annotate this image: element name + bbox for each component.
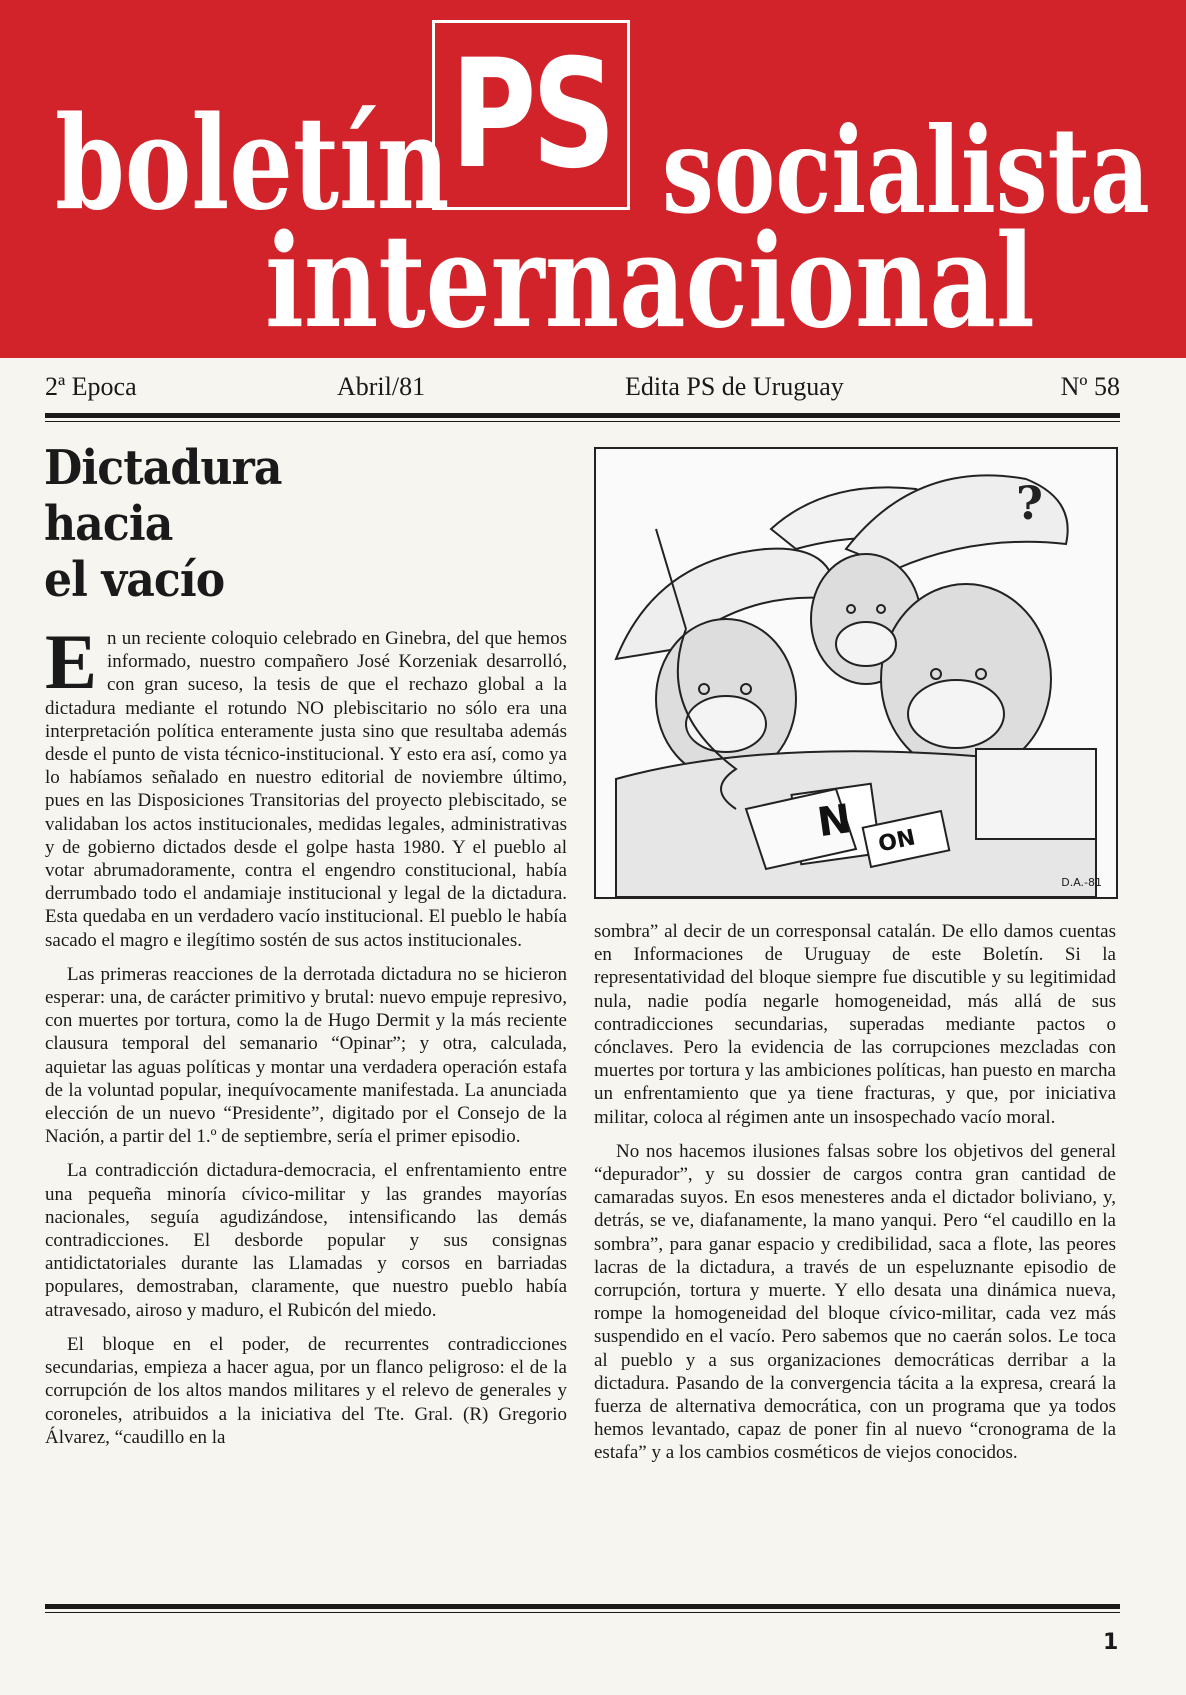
drop-cap: E (45, 618, 98, 705)
issue-editor: Edita PS de Uruguay (625, 372, 844, 401)
article-paragraph: La contradicción dictadura-democracia, el enfrentamiento entre una pequeña minoría cívico-militar y las grandes mayorías nacionales, seguía agudizándose, intensificando las demás contradicciones. El desborde popular y sus consignas antidictatoriales durante las Llamadas y corsos en barriadas populares, demostraban, claramente, que nuestro pueblo había atravesado, airoso y maduro, el Rubicón del miedo. (45, 1160, 567, 1321)
ps-logo-text: PS (450, 28, 612, 202)
divider-top-thin (45, 421, 1120, 422)
page-number: 1 (1103, 1630, 1119, 1655)
issue-date: Abril/81 (337, 372, 426, 401)
cartoon-ballot-letter: N (814, 796, 855, 847)
issue-number: Nº 58 (1060, 372, 1120, 401)
headline-line: Dictadura (44, 440, 282, 496)
masthead-title-socialista: socialista (662, 101, 1150, 240)
masthead-title-boletin: boletín (55, 89, 450, 239)
article-column-right (594, 920, 1116, 1476)
article-paragraph: El bloque en el poder, de recurrentes contradicciones secundarias, empieza a hacer agua, por un flanco peligroso: el de la corrupción de los altos mandos militares y el relevo de generales y coroneles, atribuidos a la iniciativa del Tte. Gral. (R) Gregorio Álvarez, “caudillo en la (45, 1333, 567, 1448)
headline-line: hacia (44, 496, 173, 552)
article-column-left (45, 618, 567, 1460)
ps-logo (432, 20, 630, 210)
cartoon-ballot-text: ON (876, 825, 918, 858)
cartoon-illustration (596, 449, 1116, 897)
masthead (0, 0, 1186, 358)
cartoon-question-mark: ? (1016, 476, 1043, 530)
article-headline (44, 440, 282, 608)
masthead-title-internacional: internacional (265, 207, 1035, 357)
divider-bottom-thin (45, 1612, 1120, 1613)
issue-epoch: 2ª Epoca (45, 372, 137, 401)
headline-line: el vacío (44, 552, 225, 608)
issue-info-bar (45, 372, 1120, 406)
article-paragraph: sombra” al decir de un corresponsal catalán. De ello damos cuentas en Informaciones de Uruguay de este Boletín. Si la representatividad del bloque siempre fue discutible y su legitimidad nula, nadie podía negarle homogeneidad, más allá de sus contradicciones secundarias, superadas mediante pactos o cónclaves. Pero la evidencia de las corrupciones mezcladas con muertes por tortura y las ambiciones políticas, han puesto en marcha un enfrentamiento que ya tiene fracturas, y que, por iniciativa militar, coloca al régimen ante un insospechado vacío moral. (594, 921, 1116, 1128)
article-paragraph: En un reciente coloquio celebrado en Ginebra, del que hemos informado, nuestro compañero José Korzeniak desarrolló, con gran suceso, la tesis de que el rechazo global a la dictadura mediante el rotundo NO plebiscitario no sólo era una interpretación política enteramente justa sino que resultaba además desde el punto de vista técnico-institucional. Y esto era así, como ya lo habíamos señalado en nuestro editorial de noviembre último, pues en las Disposiciones Transitorias del proyecto plebiscitado, se validaban los actos institucionales, medidas legales, administrativas y de gobierno dictados desde el golpe hasta 1980. Y el pueblo al votar abrumadoramente, contra el engendro constitucional, había derrumbado todo el andamiaje institucional y legal de la dictadura. Esta quedaba en un verdadero vacío institucional. El pueblo le había sacado el magro e ilegítimo sostén de sus actos institucionales. (45, 618, 567, 951)
political-cartoon (594, 447, 1118, 899)
article-paragraph: No nos hacemos ilusiones falsas sobre los objetivos del general “depurador”, y su dossier de cargos contra gran cantidad de camaradas suyos. En esos menesteres anda el dictador boliviano, y, detrás, se ve, diafanamente, la mano yanqui. Pero “el caudillo en la sombra”, para ganar espacio y credibilidad, saca a flote, las peores lacras de la dictadura, a través de un espeluznante episodio de corrupción, tortura y muerte. Y ello desata una dinámica nueva, rompe la homogeneidad del bloque cívico-militar, cada vez más suspendido en el vacío. Pero sabemos que no caerán solos. Le toca al pueblo y a sus organizaciones democráticas derribar a la dictadura. Pasando de la convergencia tácita a la expresa, creará la fuerza de alternativa democrática, con un programa que ya todos hemos levantado, capaz de poner fin al nuevo “cronograma de la estafa” y a los cambios cosméticos de viejos conocidos. (594, 1140, 1116, 1464)
divider-top (45, 413, 1120, 418)
divider-bottom (45, 1604, 1120, 1609)
article-paragraph: Las primeras reacciones de la derrotada dictadura no se hicieron esperar: una, de carácter primitivo y brutal: nuevo empuje represivo, con muertes por tortura, como la de Hugo Dermit y la más reciente clausura temporal del semanario “Opinar”; y otra, calculada, aquietar las aguas políticas y montar una verdadera operación estafa de la voluntad popular, inequívocamente manifestada. La anunciada elección de un nuevo “Presidente”, digitado por el Consejo de la Nación, a partir del 1.º de septiembre, sería el primer episodio. (45, 963, 567, 1148)
cartoon-signature: D.A.-81 (1061, 876, 1102, 889)
